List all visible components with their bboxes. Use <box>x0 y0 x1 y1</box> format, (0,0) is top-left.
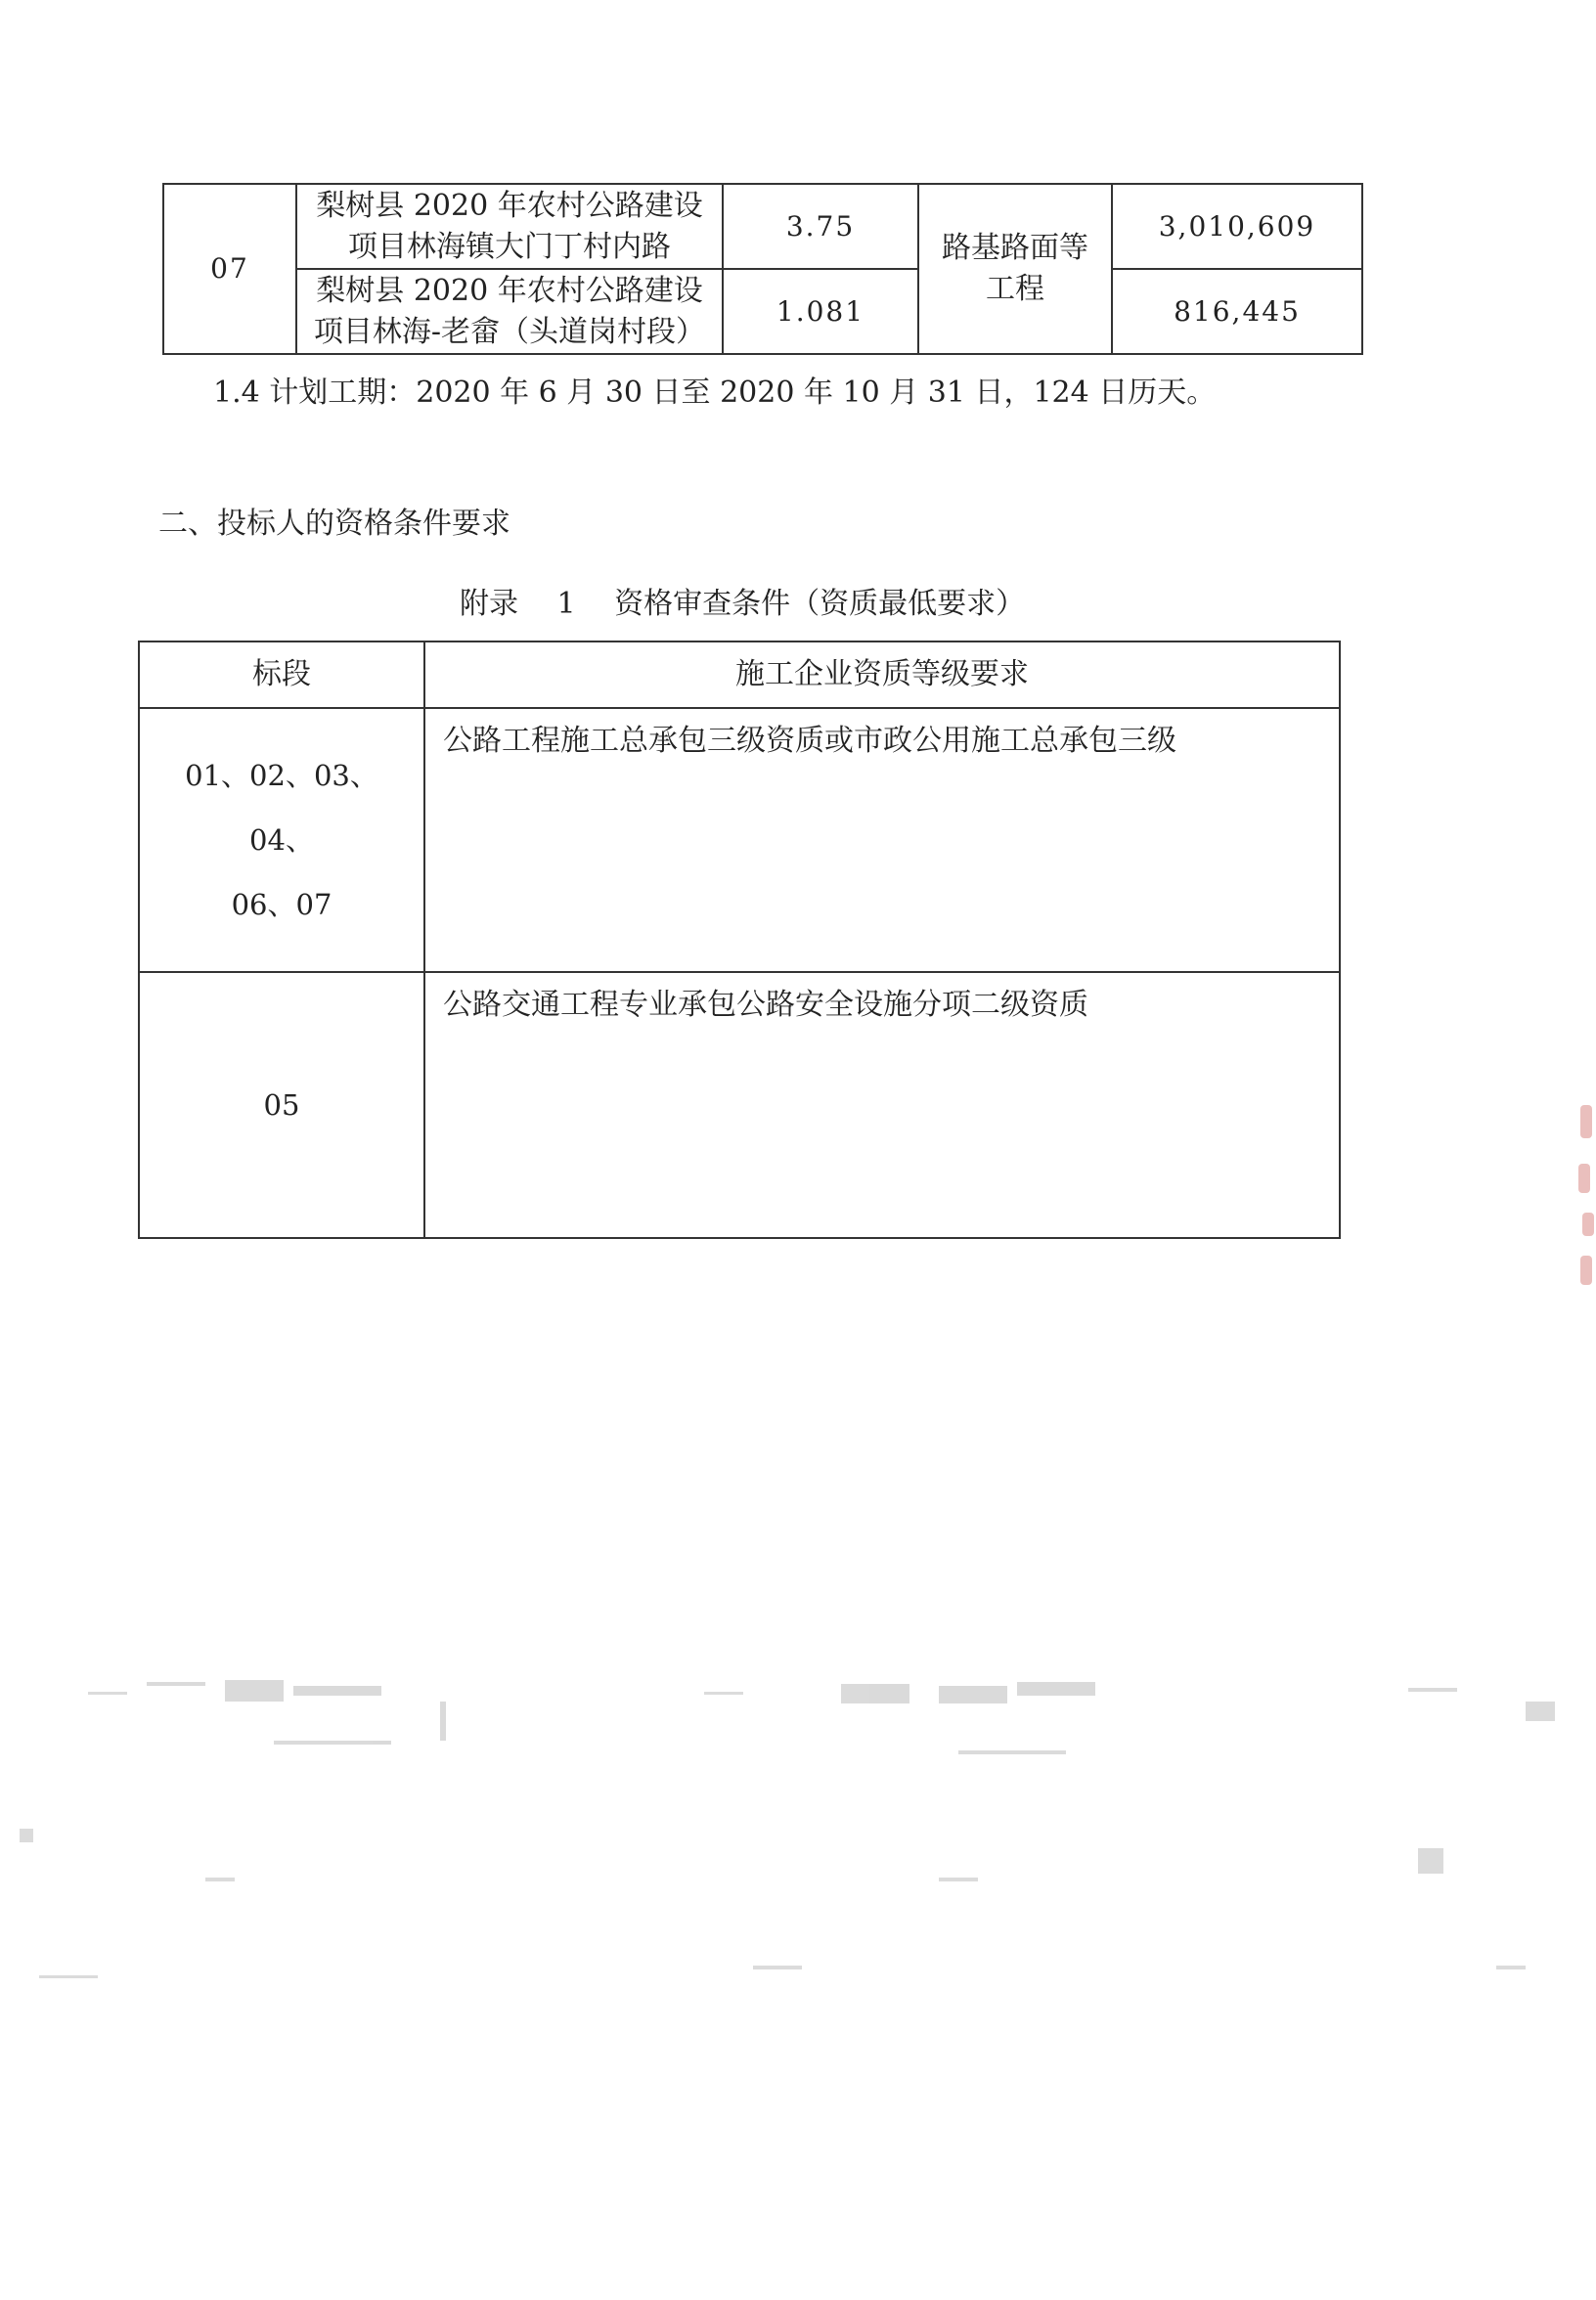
project-table <box>162 183 1363 355</box>
project-name-cell <box>296 269 723 354</box>
segment-line: 01、02、03、04、 <box>185 759 378 857</box>
project-name-line: 项目林海-老畲（头道岗村段） <box>313 314 706 349</box>
table-row <box>139 708 1340 972</box>
column-header-segment: 标段 <box>139 641 424 708</box>
amount-cell: 816,445 <box>1112 269 1362 354</box>
work-type-cell <box>918 184 1112 354</box>
table-header-row <box>139 641 1340 708</box>
segment-line: 06、07 <box>231 888 332 921</box>
requirement-cell: 公路工程施工总承包三级资质或市政公用施工总承包三级 <box>424 708 1340 972</box>
scan-noise <box>0 1643 1596 1995</box>
project-name-cell <box>296 184 723 269</box>
project-name-line: 梨树县 2020 年农村公路建设 <box>316 188 703 223</box>
section-number-cell: 07 <box>163 184 296 354</box>
segment-cell <box>139 708 424 972</box>
length-cell: 1.081 <box>723 269 918 354</box>
segment-cell <box>139 972 424 1238</box>
amount-cell: 3,010,609 <box>1112 184 1362 269</box>
table-row <box>163 269 1362 354</box>
section-heading: 二、投标人的资格条件要求 <box>158 507 510 541</box>
table-row <box>139 972 1340 1238</box>
work-type-line: 路基路面等 <box>942 231 1088 265</box>
project-name-line: 梨树县 2020 年农村公路建设 <box>316 273 703 308</box>
schedule-text: 1.4 计划工期：2020 年 6 月 30 日至 2020 年 10 月 31 日，124 日历天。 <box>213 376 1217 410</box>
work-type-line: 工程 <box>986 272 1044 306</box>
length-cell: 3.75 <box>723 184 918 269</box>
column-header-requirement: 施工企业资质等级要求 <box>424 641 1340 708</box>
appendix-title: 附录 1 资格审查条件（资质最低要求） <box>460 587 1026 621</box>
table-row <box>163 184 1362 269</box>
project-name-line: 项目林海镇大门丁村内路 <box>348 229 671 264</box>
requirement-cell: 公路交通工程专业承包公路安全设施分项二级资质 <box>424 972 1340 1238</box>
segment-line: 05 <box>263 1088 300 1122</box>
qualification-table <box>138 641 1341 1239</box>
